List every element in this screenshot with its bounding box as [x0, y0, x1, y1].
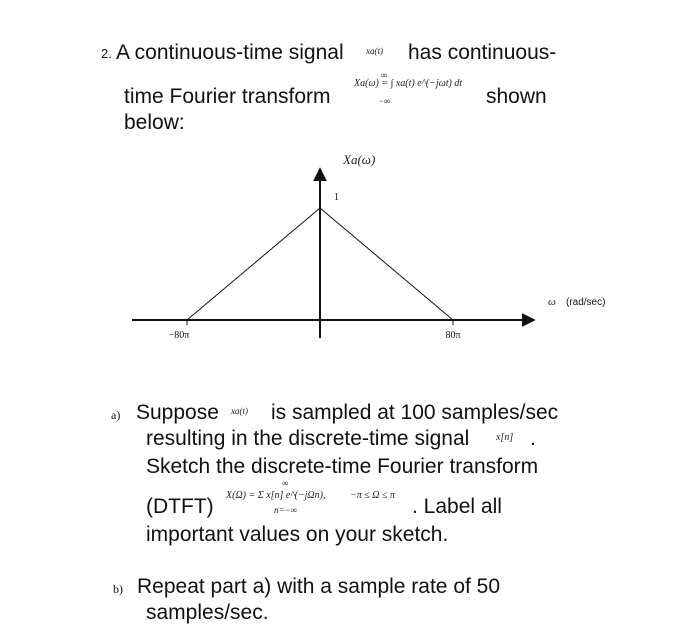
chart-title: Xa(ω) [343, 152, 376, 167]
part-a-line4-suffix: . Label all [412, 495, 502, 518]
tick-label-left: −80π [168, 330, 190, 341]
part-a-line1-suffix: is sampled at 100 samples/sec [271, 401, 559, 424]
part-a-line2-end: . [530, 427, 536, 450]
signal-symbol: xa(t) [366, 46, 383, 56]
integral-upper: ∞ [381, 70, 388, 80]
problem-number: 2. [101, 46, 112, 61]
part-b-label: b) [113, 582, 123, 596]
tick-label-right: 80π [445, 330, 461, 341]
omega-range: −π ≤ Ω ≤ π [350, 490, 395, 501]
problem-line1-prefix: A continuous-time signal [116, 41, 344, 64]
part-b-line2: samples/sec. [146, 601, 269, 624]
integral-lower: −∞ [378, 96, 391, 106]
part-a-signal-symbol: xa(t) [231, 406, 248, 416]
discrete-signal-symbol: x[n] [496, 432, 514, 443]
part-a-line5: important values on your sketch. [146, 523, 449, 546]
problem-line2-suffix: shown [486, 85, 547, 108]
part-a-line2: resulting in the discrete-time signal [146, 427, 470, 450]
problem-line2-prefix: time Fourier transform [124, 85, 331, 108]
part-a-label: a) [111, 408, 121, 422]
part-a-line3: Sketch the discrete-time Fourier transform [146, 455, 539, 478]
part-a-line4-prefix: (DTFT) [146, 495, 214, 518]
omega-label: ω [548, 296, 556, 308]
problem-line3: below: [124, 111, 185, 134]
peak-value-label: 1 [334, 192, 339, 203]
dtft-formula: X(Ω) = Σ x[n] e^(−jΩn), [226, 490, 326, 501]
sum-upper: ∞ [282, 478, 289, 488]
omega-units: (rad/sec) [566, 297, 606, 308]
sum-lower: n=−∞ [274, 505, 298, 515]
part-a-line1-prefix: Suppose [136, 401, 219, 424]
problem-line1-suffix: has continuous- [408, 41, 557, 64]
part-b-line1: Repeat part a) with a sample rate of 50 [137, 575, 501, 598]
ctft-formula: Xa(ω) = ∫ xa(t) e^(−jωt) dt [354, 78, 463, 89]
